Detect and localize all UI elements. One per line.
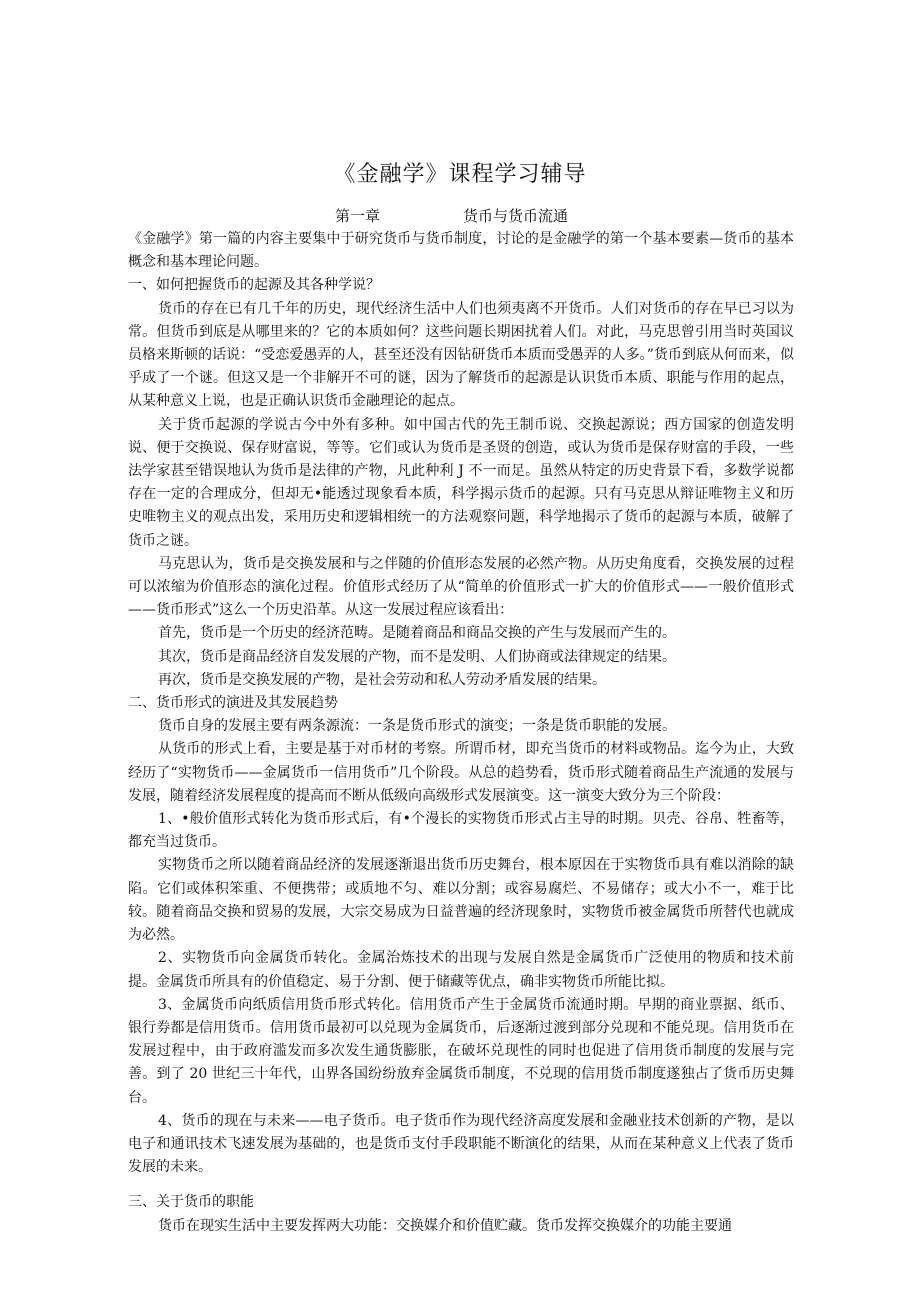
paragraph: 首先，货币是一个历史的经济范畴。是随着商品和商品交换的产生与发展而产生的。 — [158, 625, 676, 642]
document-title: 《金融学》课程学习辅导 — [333, 162, 587, 187]
paragraph: 2、实物货币向金属货币转化。金属治炼技术的出现与发展自然是金属货币广泛使用的物质和技术前提。金属货币所具有的价值稳定、易于分割、便于储藏等优点，确非实物货币所能比拟。 — [128, 950, 794, 990]
paragraph: 《金融学》第一篇的内容主要集中于研究货币与货币制度，讨论的是金融学的第一个基本要素—货币的基本概念和基本理论问题。 — [128, 231, 794, 271]
document-body — [128, 228, 794, 1238]
paragraph-gap — [128, 1179, 794, 1191]
paragraph: 货币的存在已有几千年的历史，现代经济生活中人们也须夷离不开货币。人们对货币的存在早已习以为常。但货币到底是从哪里来的？它的本质如何？这些问题长期困扰着人们。对此，马克思曾引用当时英国议员格来斯顿的话说：“受恋爱愚弄的人，甚至还没有因钻研货币本质而受愚弄的人多。”货币到底从何而来，似乎成了一个谜。但这又是一个非解开不可的谜，因为了解货币的起源是认识货币本质、职能与作用的起点，从某种意义上说，也是正确认识货币金融理论的起点。 — [128, 300, 794, 410]
paragraph: 再次，货币是交换发展的产物，是社会劳动和私人劳动矛盾发展的结果。 — [158, 671, 606, 688]
paragraph: 实物货币之所以随着商品经济的发展逐渐退出货币历史舞台，根本原因在于实物货币具有难以消除的缺陷。它们或体积笨重、不便携带；或质地不匀、难以分割；或容易腐烂、不易储存；或大小不一，难于比较。随着商品交换和贸易的发展，大宗交易成为日益普遍的经济现象时，实物货币被金属货币所替代也就成为必然。 — [128, 857, 794, 944]
paragraph: 从货币的形式上看，主要是基于对币材的考察。所谓币材，即充当货币的材料或物品。迄今为止，大致经历了“实物货币——金属货币一信用货币”几个阶段。从总的趋势看，货币形式随着商品生产流通的发展与发展，随着经济发展程度的提高而不断从低级向高级形式发展演变。这一演变大致分为三个阶段： — [128, 741, 794, 804]
section-heading: 三、关于货币的职能 — [128, 1194, 254, 1211]
paragraph: 马克思认为，货币是交换发展和与之伴随的价值形态发展的必然产物。从历史角度看，交换发展的过程可以浓缩为价值形态的演化过程。价值形式经历了从“简单的价值形式一扩大的价值形式——一般价值形式——货币形式”这么一个历史沿革。从这一发展过程应该看出： — [128, 555, 794, 619]
paragraph: 货币在现实生活中主要发挥两大功能：交换媒介和价值贮藏。货币发挥交换媒介的功能主要通 — [158, 1217, 732, 1234]
section-heading: 一、如何把握货币的起源及其各种学说？ — [128, 277, 380, 294]
paragraph: 3、金属货币向纸质信用货币形式转化。信用货币产生于金属货币流通时期。早期的商业票据、纸币、银行券都是信用货币。信用货币最初可以兑现为金属货币，后逐渐过渡到部分兑现和不能兑现。信用货币在发展过程中，由于政府滥发而多次发生通货膨胀，在破坏兑现性的同时也促进了信用货币制度的发展与完善。到了 20 世纪三十年代，山界各国纷纷放弃金属货币制度，不兑现的信用货币制度遂独占了货币历史舞台。 — [128, 996, 794, 1106]
chapter-heading — [335, 206, 635, 226]
section-heading: 二、货币形式的演进及其发展趋势 — [128, 695, 338, 712]
chapter-number: 第一章 — [335, 207, 381, 225]
chapter-title: 货币与货币流通 — [463, 207, 569, 225]
paragraph: 关于货币起源的学说古今中外有多种。如中国古代的先王制币说、交换起源说；西方国家的创造发明说、便于交换说、保存财富说，等等。它们或认为货币是圣贤的创造，或认为货币是保存财富的手段，一些法学家甚至错误地认为货币是法律的产物，凡此种利 J 不一而足。虽然从特定的历史背景下看，多数学说都存在一定的合理成分，但却无•能透过现象看本质，科学揭示货币的起源。只有马克思从辩证唯物主义和历史唯物主义的观点出发，采用历史和逻辑相统一的方法观察问题，科学地揭示了货币的起源与本质，破解了货币之谜。 — [128, 416, 794, 549]
paragraph: 其次，货币是商品经济自发发展的产物，而不是发明、人们协商或法律规定的结果。 — [158, 648, 676, 665]
paragraph: 货币自身的发展主要有两条源流：一条是货币形式的演变；一条是货币职能的发展。 — [158, 718, 676, 735]
paragraph: 4、货币的现在与未来——电子货币。电子货币作为现代经济高度发展和金融业技术创新的产物，是以电子和通讯技术飞速发展为基础的，也是货币支付手段职能不断演化的结果，从而在某种意义上代表了货币发展的未来。 — [128, 1112, 794, 1176]
paragraph: 1、•般价值形式转化为货币形式后，有•个漫长的实物货币形式占主导的时期。贝壳、谷帛、牲畜等，都充当过货币。 — [128, 811, 794, 851]
